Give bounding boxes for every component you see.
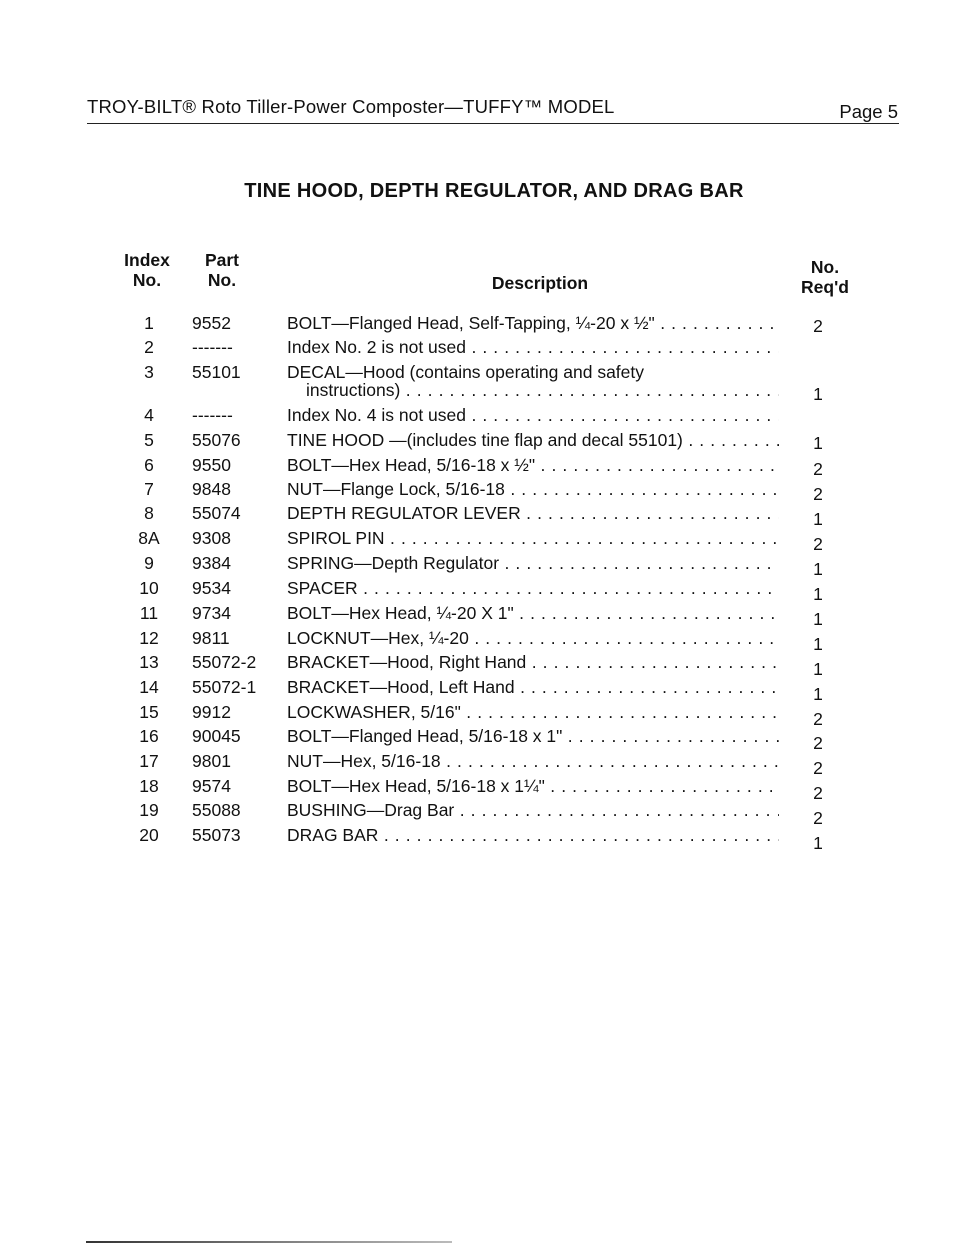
- description-text: NUT—Flange Lock, 5/16-18 . . .: [287, 479, 779, 501]
- table-row: [0, 578, 954, 602]
- quantity-required: 2: [813, 709, 823, 729]
- footer-rule: [86, 1241, 452, 1243]
- description-text: BOLT—Flanged Head, 5/16-18 x 1" . . .: [287, 726, 779, 748]
- part-description: [287, 825, 779, 849]
- index-number: 9: [144, 553, 154, 573]
- part-description: [287, 578, 779, 602]
- part-number: 55101: [192, 362, 241, 382]
- index-number: 5: [144, 430, 154, 450]
- part-description: [287, 603, 779, 627]
- part-number: -------: [192, 405, 233, 425]
- document-title: TROY-BILT® Roto Tiller-Power Composter—TUFFY™ MODEL: [87, 96, 615, 117]
- part-number: 55088: [192, 800, 241, 820]
- index-number: 20: [139, 825, 159, 845]
- column-header-part: Part No.: [204, 250, 240, 290]
- part-number: 55074: [192, 503, 241, 523]
- index-number: 13: [139, 652, 159, 672]
- index-number: 19: [139, 800, 159, 820]
- index-number: 8: [144, 503, 154, 523]
- part-number: 90045: [192, 726, 241, 746]
- part-description: [287, 628, 779, 652]
- quantity-required: 2: [813, 316, 823, 336]
- index-number: 6: [144, 455, 154, 475]
- quantity-required: 1: [813, 584, 823, 604]
- part-description: [287, 362, 779, 400]
- description-text: SPRING—Depth Regulator . . .: [287, 553, 779, 575]
- index-number: 7: [144, 479, 154, 499]
- part-number: 9552: [192, 313, 231, 333]
- table-row: [0, 800, 954, 828]
- index-number: 16: [139, 726, 159, 746]
- description-text: Index No. 4 is not used . . .: [287, 405, 779, 427]
- description-text: TINE HOOD —(includes tine flap and decal 55101) . . .: [287, 430, 779, 452]
- quantity-required: 2: [813, 758, 823, 778]
- quantity-required: 2: [813, 534, 823, 554]
- description-text: BOLT—Hex Head, ¼-20 X 1" . . .: [287, 603, 779, 625]
- table-row: [0, 528, 954, 552]
- part-description: [287, 405, 779, 429]
- part-number: 9801: [192, 751, 231, 771]
- quantity-required: 2: [813, 783, 823, 803]
- index-number: 15: [139, 702, 159, 722]
- section-title: TINE HOOD, DEPTH REGULATOR, AND DRAG BAR: [244, 180, 744, 202]
- table-row: [0, 313, 954, 337]
- part-description: [287, 503, 779, 527]
- description-text: LOCKNUT—Hex, ¼-20 . . .: [287, 628, 779, 650]
- part-number: 9384: [192, 553, 231, 573]
- quantity-required: 2: [813, 484, 823, 504]
- index-number: 8A: [138, 528, 160, 548]
- part-number: 55076: [192, 430, 241, 450]
- quantity-required: 2: [813, 808, 823, 828]
- part-description: [287, 652, 779, 676]
- part-description: [287, 702, 779, 726]
- quantity-required: 1: [813, 634, 823, 654]
- part-description: [287, 430, 779, 454]
- part-description: [287, 313, 779, 337]
- table-row: [0, 553, 954, 577]
- part-number: 9534: [192, 578, 231, 598]
- table-row: [0, 628, 954, 652]
- quantity-required: 2: [813, 733, 823, 753]
- description-text: DECAL—Hood (contains operating and safety: [287, 362, 645, 382]
- part-description: [287, 677, 779, 701]
- index-number: 3: [144, 362, 154, 382]
- index-number: 10: [139, 578, 159, 598]
- part-description: [287, 337, 779, 361]
- table-row: [0, 430, 954, 454]
- quantity-required: 1: [813, 509, 823, 529]
- index-number: 18: [139, 776, 159, 796]
- quantity-required: 1: [813, 659, 823, 679]
- index-number: 2: [144, 337, 154, 357]
- index-number: 17: [139, 751, 159, 771]
- description-text: DEPTH REGULATOR LEVER . . .: [287, 503, 779, 525]
- table-row: [0, 455, 954, 479]
- description-text: LOCKWASHER, 5/16" . . .: [287, 702, 779, 724]
- quantity-required: 1: [813, 833, 823, 853]
- index-number: 1: [144, 313, 154, 333]
- part-description: [287, 455, 779, 479]
- table-row: [0, 479, 954, 503]
- table-row: [0, 677, 954, 704]
- description-text: BOLT—Flanged Head, Self-Tapping, ¼-20 x ½" . . .: [287, 313, 779, 335]
- part-description: [287, 528, 779, 552]
- column-header-description: Description: [491, 273, 589, 293]
- table-row: [0, 776, 954, 803]
- quantity-required: 1: [813, 559, 823, 579]
- table-row: [0, 825, 954, 853]
- part-description: [287, 800, 779, 824]
- part-number: 55072-1: [192, 677, 257, 697]
- page-number: Page 5: [839, 101, 898, 122]
- index-number: 11: [139, 603, 159, 623]
- table-row: [0, 726, 954, 753]
- table-row: [0, 603, 954, 627]
- table-row: [0, 702, 954, 729]
- table-row: [0, 362, 954, 404]
- column-header-index: Index No.: [124, 250, 170, 290]
- part-number: 9811: [192, 628, 230, 648]
- table-row: [0, 337, 954, 361]
- part-number: 9848: [192, 479, 231, 499]
- description-text: Index No. 2 is not used . . .: [287, 337, 779, 359]
- index-number: 4: [144, 405, 154, 425]
- description-text: NUT—Hex, 5/16-18 . . .: [287, 751, 779, 773]
- column-header-quantity: No. Req'd: [801, 257, 849, 297]
- table-row: [0, 503, 954, 527]
- quantity-required: 1: [813, 384, 823, 404]
- index-number: 12: [139, 628, 159, 648]
- quantity-required: 1: [813, 433, 823, 453]
- part-number: 9308: [192, 528, 231, 548]
- part-number: 55073: [192, 825, 241, 845]
- part-description: [287, 726, 779, 750]
- description-text: BRACKET—Hood, Right Hand . . .: [287, 652, 779, 674]
- description-text: BRACKET—Hood, Left Hand . . .: [287, 677, 779, 699]
- quantity-required: 1: [813, 609, 823, 629]
- quantity-required: 1: [813, 684, 823, 704]
- description-text: BOLT—Hex Head, 5/16-18 x 1¼" . . .: [287, 776, 779, 798]
- description-text: BUSHING—Drag Bar . . .: [287, 800, 779, 822]
- description-text: SPACER . . .: [287, 578, 779, 600]
- part-description: [287, 751, 779, 775]
- part-number: 9574: [192, 776, 231, 796]
- part-number: 9912: [192, 702, 231, 722]
- description-text: BOLT—Hex Head, 5/16-18 x ½" . . .: [287, 455, 779, 477]
- table-row: [0, 751, 954, 778]
- description-text: DRAG BAR . . .: [287, 825, 779, 847]
- part-number: 9550: [192, 455, 231, 475]
- quantity-required: 2: [813, 459, 823, 479]
- part-description: [287, 553, 779, 577]
- part-number: 55072-2: [192, 652, 257, 672]
- part-number: 9734: [192, 603, 231, 623]
- part-description: [287, 776, 779, 800]
- table-row: [0, 405, 954, 429]
- table-row: [0, 652, 954, 679]
- part-description: [287, 479, 779, 503]
- index-number: 14: [139, 677, 159, 697]
- part-number: -------: [192, 337, 233, 357]
- description-text-continued: instructions) . . .: [287, 380, 779, 402]
- description-text: SPIROL PIN . . .: [287, 528, 779, 550]
